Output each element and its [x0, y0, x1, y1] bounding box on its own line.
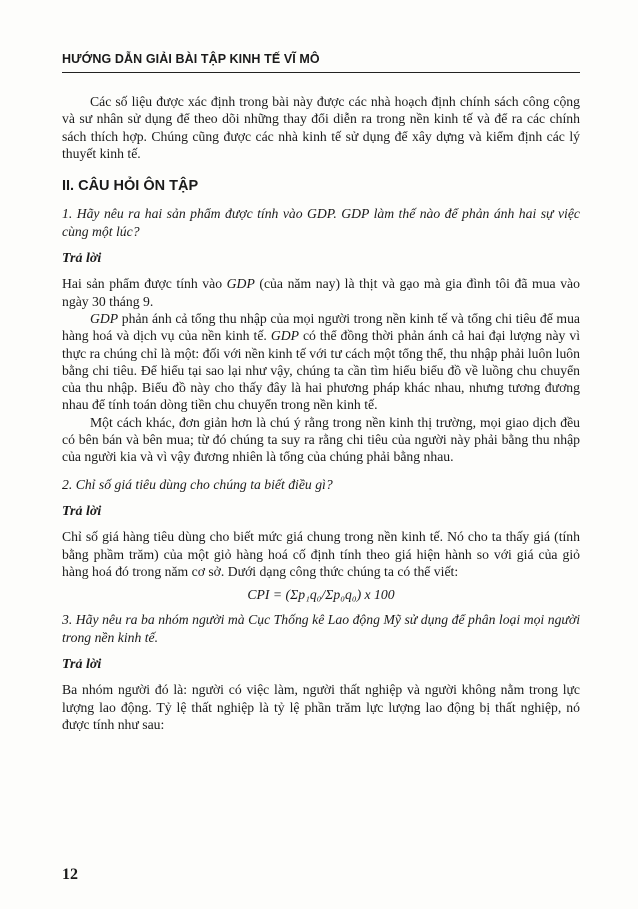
question-1: 1. Hãy nêu ra hai sản phẩm được tính vào GDP. GDP làm thế nào để phản ánh hai sự việc cùng một lúc? — [62, 206, 580, 239]
answer-2-paragraph: Chỉ số giá hàng tiêu dùng cho biết mức giá chung trong nền kinh tế. Nó cho ta thấy giá (tính bằng phầm trăm) của một giỏ hàng hoá cố định tính theo giá hiện hành so với giá của giỏ hàng hoá đó trong năm cơ sở. Dưới dạng công thức chúng ta có thể viết: — [62, 529, 580, 579]
answer-label-2: Trả lời — [62, 503, 102, 519]
gdp-term: GDP — [270, 328, 299, 344]
question-2: 2. Chỉ số giá tiêu dùng cho chúng ta biết điều gì? — [62, 476, 333, 492]
question-3: 3. Hãy nêu ra ba nhóm người mà Cục Thống kê Lao động Mỹ sử dụng để phân loại mọi người trong nền kinh tế. — [62, 612, 580, 645]
answer-1-text-a: Hai sản phẩm được tính vào — [62, 276, 227, 292]
answer-label-3: Trả lời — [62, 657, 102, 673]
answer-1-paragraph-3: Một cách khác, đơn giản hơn là chú ý rằng trong nền kinh thị trường, mọi giao dịch đều có bên bán và bên mua; từ đó chúng ta suy ra rằng chi tiêu của người này phải bằng thu nhập của người kia và vì vậy đương nhiên là tổng của chúng phải bằng nhau. — [62, 414, 580, 465]
answer-1-paragraph-2 — [62, 310, 580, 414]
answer-1-text-d: có thể đồng thời phản ánh cả hai đại lượng này vì thực ra chúng chỉ là một: đối với nền kinh tế với tư cách một tổng thể, thu nhập phải luôn luôn bằng chi tiêu. Để hiểu tại sao lại như vậy, chúng ta cần tìm hiểu biểu đồ về luồng chu chuyển của thu nhập. Biểu đồ này cho thấy đây là hai phương pháp khác nhau, nhưng tương đương nhau để tính toán dòng tiền chu chuyển trong nền kinh tế. — [62, 328, 580, 413]
intro-paragraph: Các số liệu được xác định trong bài này được các nhà hoạch định chính sách công cộng và sư nhân sử dụng để theo dõi những thay đổi diễn ra trong nền kinh tế và để ra các chính sách thích hợp. Chúng cũng được các nhà kinh tế sử dụng để xây dựng và kiểm định các lý thuyết kinh tế. — [62, 94, 580, 161]
answer-3-paragraph: Ba nhóm người đó là: người có việc làm, người thất nghiệp và người không nằm trong lực lượng lao động. Tỷ lệ thất nghiệp là tỷ lệ phần trăm lực lượng lao động bị thất nghiệp, nó được tính như sau: — [62, 682, 580, 732]
header-rule — [62, 72, 580, 73]
running-header: HƯỚNG DẪN GIẢI BÀI TẬP KINH TẾ VĨ MÔ — [62, 52, 320, 66]
answer-1-text-b: (của năm nay) là thịt và gạo mà gia đình tôi đã mua vào ngày 30 tháng 9. — [62, 276, 580, 309]
gdp-term: GDP — [90, 310, 119, 326]
page-number: 12 — [62, 866, 78, 883]
cpi-formula: CPI = (Σp₁q₀/Σp₀q₀) x 100 — [247, 587, 395, 603]
answer-label-1: Trả lời — [62, 251, 102, 267]
answer-1-paragraph-1 — [62, 275, 580, 310]
answer-1-text-c: phản ánh cả tổng thu nhập của mọi người trong nền kinh tế và tổng chi tiêu để mua hàng hoá và dịch vụ của nền kinh tế. — [62, 310, 580, 344]
section-heading: II. CÂU HỎI ÔN TẬP — [62, 178, 199, 195]
page-content — [62, 93, 580, 733]
gdp-term: GDP — [226, 276, 255, 292]
